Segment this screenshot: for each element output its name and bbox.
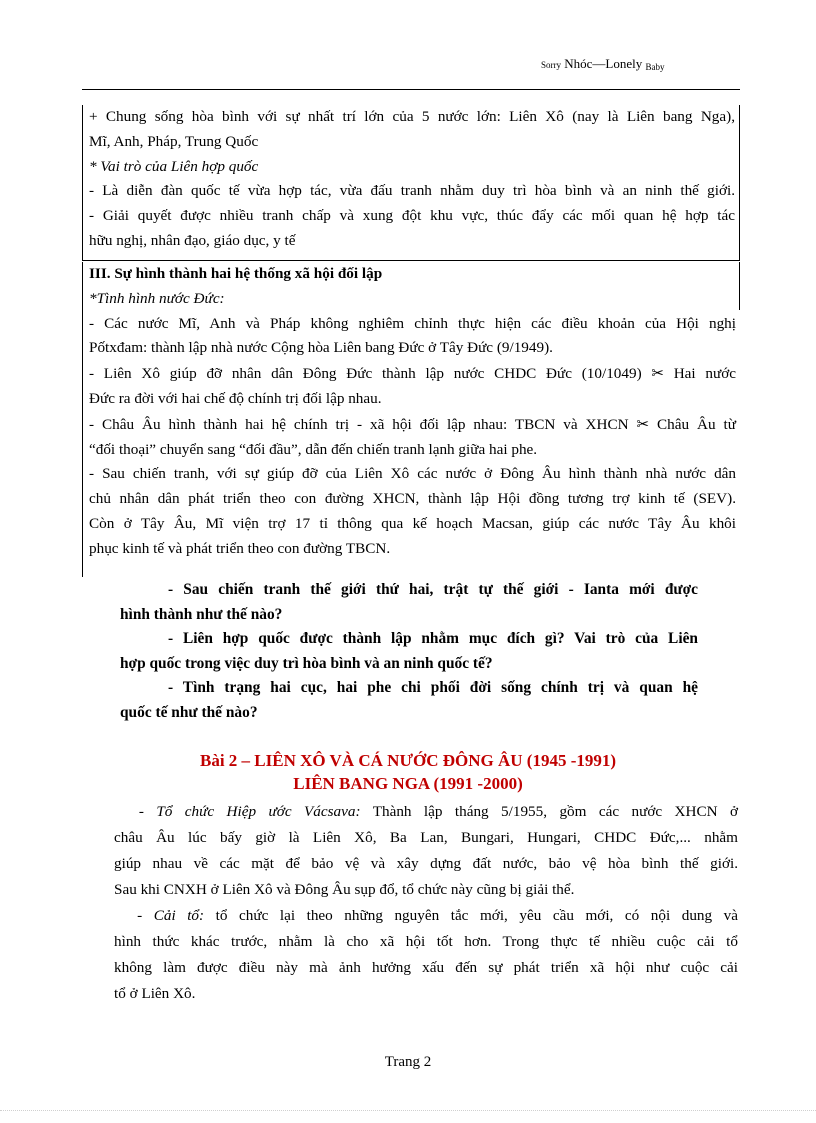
text-line: Pốtxđam: thành lập nhà nước Cộng hòa Liên bang Đức ở Tây Đức (9/1949).	[89, 339, 553, 357]
lesson-body	[114, 799, 738, 1007]
header-sorry: Sorry	[541, 60, 561, 70]
paragraph-line: hình thức khác trước, nhằm là cho xã hội tốt hơn. Trong thực tế nhiều cuộc cải tổ	[114, 933, 738, 950]
header-baby: Baby	[645, 62, 665, 72]
text-line: hữu nghị, nhân đạo, giáo dục, y tế	[89, 231, 296, 249]
question-line: hợp quốc trong việc duy trì hòa bình và an ninh quốc tế?	[120, 654, 493, 672]
text-line: - Các nước Mĩ, Anh và Pháp không nghiêm chỉnh thực hiện các điều khoản của Hội nghị	[89, 314, 736, 332]
lesson-subtitle: LIÊN BANG NGA (1991 -2000)	[293, 774, 523, 793]
subheading: * Vai trò của Liên hợp quốc	[89, 157, 259, 175]
box-right-border	[739, 262, 740, 310]
text-segment: - Liên Xô giúp đỡ nhân dân Đông Đức thành lập nước CHDC Đức (10/1049)	[89, 365, 642, 383]
scissors-icon: ✂	[651, 364, 664, 383]
header-rule	[82, 89, 740, 90]
paragraph-line: Sau khi CNXH ở Liên Xô và Đông Âu sụp đổ, tổ chức này cũng bị giải thể.	[114, 881, 575, 898]
text-line: - Giải quyết được nhiều tranh chấp và xung đột khu vực, thúc đẩy các mối quan hệ hợp tác	[89, 207, 735, 225]
section-iii-box	[82, 262, 740, 577]
question-line: hình thành như thế nào?	[120, 605, 283, 623]
question-line: quốc tế như thế nào?	[120, 703, 258, 721]
text-line	[89, 361, 736, 387]
section-heading: III. Sự hình thành hai hệ thống xã hội đối lập	[89, 265, 383, 282]
subheading: *Tình hình nước Đức:	[89, 289, 225, 307]
un-box	[82, 105, 740, 261]
page-number: Trang 2	[384, 1054, 432, 1070]
text-segment: tổ chức lại theo những nguyên tắc mới, yêu cầu mới, có nội dung và	[215, 907, 739, 924]
text-line: “đối thoại” chuyển sang “đối đầu”, dẫn đến chiến tranh lạnh giữa hai phe.	[89, 440, 538, 458]
text-line: phục kinh tế và phát triển theo con đường TBCN.	[89, 539, 391, 557]
term: Tổ chức Hiệp ước Vácsava:	[156, 803, 361, 820]
text-line: Mĩ, Anh, Pháp, Trung Quốc	[89, 132, 259, 150]
text-segment: - Châu Âu hình thành hai hệ chính trị - xã hội đối lập nhau: TBCN và XHCN	[89, 415, 629, 433]
paragraph-line: - Cải tổ: tổ chức lại theo những nguyên tắc mới, yêu cầu mới, có nội dung và	[114, 907, 739, 924]
page-bottom-divider	[0, 1110, 816, 1111]
header-nhoc: Nhóc—Lonely	[564, 56, 643, 71]
text-line: - Là diễn đàn quốc tế vừa hợp tác, vừa đấu tranh nhằm duy trì hòa bình và an ninh thế giới.	[89, 182, 735, 200]
question-line: - Sau chiến tranh thế giới thứ hai, trật tự thế giới - Ianta mới được	[168, 581, 698, 598]
question-line: - Liên hợp quốc được thành lập nhằm mục đích gì? Vai trò của Liên	[168, 630, 698, 647]
lesson-title: Bài 2 – LIÊN XÔ VÀ CÁ NƯỚC ĐÔNG ÂU (1945 -1991)	[199, 751, 617, 770]
paragraph-line: - Tổ chức Hiệp ước Vácsava: Thành lập tháng 5/1955, gồm các nước XHCN ở	[114, 803, 739, 820]
text-line	[89, 412, 736, 438]
text-line: Đức ra đời với hai chế độ chính trị đối lập nhau.	[89, 389, 382, 407]
term: Cải tổ:	[153, 907, 205, 924]
text-segment: Châu Âu từ	[657, 415, 736, 433]
text-segment: Hai nước	[673, 365, 736, 383]
paragraph-line: tổ ở Liên Xô.	[114, 985, 196, 1002]
paragraph-line: không làm được điều này mà ảnh hưởng xấu đến sự phát triển xã hội như cuộc cải	[114, 959, 738, 976]
question-line: - Tình trạng hai cục, hai phe chi phối đời sống chính trị và quan hệ	[168, 679, 698, 696]
text-line: + Chung sống hòa bình với sự nhất trí lớn của 5 nước lớn: Liên Xô (nay là Liên bang Nga),	[89, 108, 735, 125]
paragraph-line: giúp nhau về các mặt để bảo vệ và xây dựng đất nước, bảo vệ hòa bình thế giới.	[114, 855, 738, 872]
review-questions	[120, 578, 698, 725]
paragraph-line: châu Âu lúc bấy giờ là Liên Xô, Ba Lan, Bungari, Hungari, CHDC Đức,... nhằm	[114, 829, 738, 846]
page-header	[541, 56, 664, 72]
text-line: Còn ở Tây Âu, Mĩ viện trợ 17 tỉ thông qua kế hoạch Macsan, giúp các nước Tây Âu khôi	[89, 514, 736, 532]
text-segment: Thành lập tháng 5/1955, gồm các nước XHCN ở	[372, 803, 739, 820]
text-line: - Sau chiến tranh, với sự giúp đỡ của Liên Xô các nước ở Đông Âu hình thành nhà nước dân	[89, 465, 736, 483]
text-line: chủ nhân dân phát triển theo con đường XHCN, thành lập Hội đồng tương trợ kinh tế (SEV).	[89, 490, 736, 508]
scissors-icon: ✂	[636, 414, 650, 433]
